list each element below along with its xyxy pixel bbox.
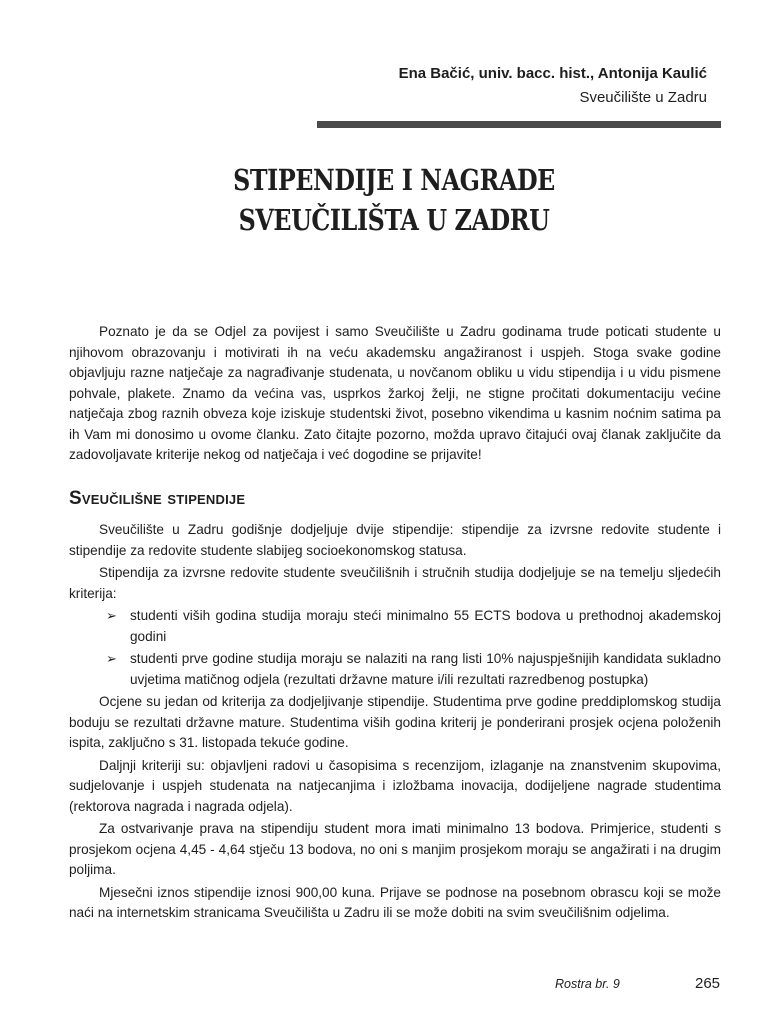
affiliation: Sveučilište u Zadru: [579, 89, 707, 106]
arrow-bullet-icon: ➢: [106, 651, 117, 666]
criteria-list: [69, 606, 721, 690]
article-title: [71, 160, 701, 240]
paragraph: Mjesečni iznos stipendije iznosi 900,00 kuna. Prijave se podnose na posebnom obrascu koji se može naći na internetskim stranicama Sveučilišta u Zadru ili se može dobiti na svim sveučilišnim odjelima.: [69, 884, 721, 920]
list-item-text: studenti prve godine studija moraju se nalaziti na rang listi 10% najuspješnijih kandidata sukladno uvjetima matičnog odjela (rezultati državne mature i/ili rezultati razredbenog postupka): [130, 651, 721, 687]
list-item: [69, 649, 721, 690]
intro-section: [69, 322, 721, 468]
header-rule: [317, 121, 721, 128]
section-heading: Sveučilišne stipendije: [69, 488, 246, 509]
list-item-text: studenti viših godina studija moraju steći minimalno 55 ECTS bodova u prethodnoj akademskoj godini: [130, 608, 721, 644]
section-body: [69, 520, 721, 926]
paragraph: Za ostvarivanje prava na stipendiju student mora imati minimalno 13 bodova. Primjerice, studenti s prosjekom ocjena 4,45 - 4,64 stječu 13 bodova, no oni s manjim prosjekom moraju se angažirati i na drugim poljima.: [69, 821, 721, 877]
journal-name: Rostra br. 9: [555, 977, 620, 991]
page-number: 265: [695, 975, 721, 992]
authors: Ena Bačić, univ. bacc. hist., Antonija Kaulić: [398, 65, 707, 82]
intro-paragraph: Poznato je da se Odjel za povijest i samo Sveučilište u Zadru godinama trude poticati studente u njihovom obrazovanju i motivirati ih na veću akademsku angažiranost i uspjeh. Stoga svake godine objavljuju razne natječaje za nagrađivanje studenata, u novčanom obliku u vidu stipendija i u vidu pismene pohvale, plakete. Znamo da većina vas, usprkos žarkoj želji, ne stigne pročitati dokumentaciju većine natječaja zbog raznih obveza koje iziskuje studentski život, posebno vikendima u kasnim noćnim satima pa ih Vam mi donosimo u ovome članku. Zato čitajte pozorno, možda upravo čitajući ovaj članak zaključite da zadovoljavate kriterije nekog od natječaja i već dogodine se prijavite!: [69, 324, 721, 462]
list-item: [69, 606, 721, 647]
paragraph: Stipendija za izvrsne redovite studente sveučilišnih i stručnih studija dodjeljuje se na temelju sljedećih kriterija:: [69, 565, 721, 601]
title-line-2: SVEUČILIŠTA U ZADRU: [238, 203, 550, 237]
author-block: [399, 64, 707, 108]
arrow-bullet-icon: ➢: [106, 608, 117, 623]
paragraph: Ocjene su jedan od kriterija za dodjeljivanje stipendije. Studentima prve godine preddiplomskog studija boduju se rezultati državne mature. Studentima viših godina kriterij je ponderirani prosjek ocjena položenih ispita, zaključno s 31. listopada tekuće godine.: [69, 694, 721, 750]
paragraph: Sveučilište u Zadru godišnje dodjeljuje dvije stipendije: stipendije za izvrsne redovite studente i stipendije za redovite studente slabijeg socioekonomskog statusa.: [69, 522, 721, 558]
paragraph: Daljnji kriteriji su: objavljeni radovi u časopisima s recenzijom, izlaganje na znanstvenim skupovima, sudjelovanje i uspjeh studenata na natjecanjima i izložbama inovacija, dodijeljene nagrade studentima (rektorova nagrada i nagrada odjela).: [69, 757, 721, 814]
title-line-1: STIPENDIJE I NAGRADE: [233, 163, 555, 197]
